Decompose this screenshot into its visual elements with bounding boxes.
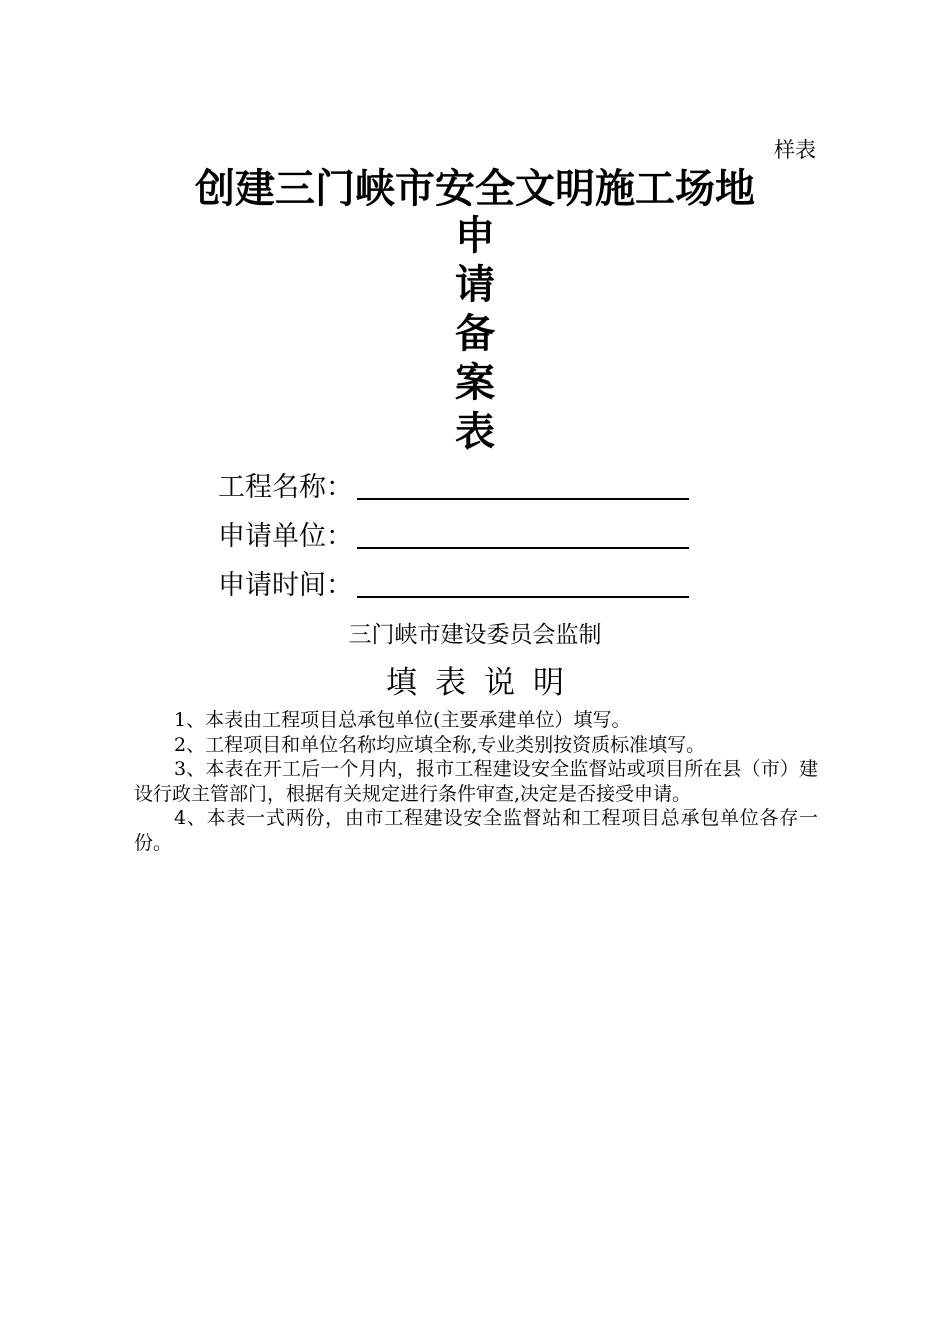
- sample-tag: 样表: [774, 138, 816, 162]
- project-name-field: [218, 466, 689, 506]
- vertical-title-char: 案: [455, 360, 495, 406]
- vertical-title-char: 备: [455, 311, 495, 357]
- vertical-title: [0, 212, 950, 457]
- note-item: 4、本表一式两份，由市工程建设安全监督站和工程项目总承包单位各存一份。: [134, 807, 818, 854]
- document-title: 创建三门峡市安全文明施工场地: [195, 166, 755, 212]
- note-item: 2、工程项目和单位名称均应填全称,专业类别按资质标准填写。: [174, 733, 706, 756]
- applicant-unit-blank-line[interactable]: [357, 517, 689, 549]
- note-item: 3、本表在开工后一个月内，报市工程建设安全监督站或项目所在县（市）建设行政主管部门，根据有关规定进行条件审查,决定是否接受申请。: [134, 758, 818, 805]
- vertical-title-char: 表: [455, 409, 495, 455]
- notes-section: [134, 708, 818, 855]
- application-date-label: 申请时间：: [218, 570, 353, 601]
- vertical-title-char: 申: [455, 213, 495, 259]
- note-item: 1、本表由工程项目总承包单位(主要承建单位）填写。: [174, 709, 631, 731]
- notes-heading: 填表说明: [386, 665, 582, 701]
- applicant-unit-label: 申请单位：: [218, 521, 353, 552]
- issuer: 三门峡市建设委员会监制: [348, 622, 602, 648]
- vertical-title-char: 请: [455, 262, 495, 308]
- applicant-unit-field: [218, 515, 689, 555]
- application-date-blank-line[interactable]: [357, 566, 689, 598]
- project-name-label: 工程名称：: [218, 472, 353, 503]
- application-date-field: [218, 564, 689, 604]
- project-name-blank-line[interactable]: [357, 468, 689, 500]
